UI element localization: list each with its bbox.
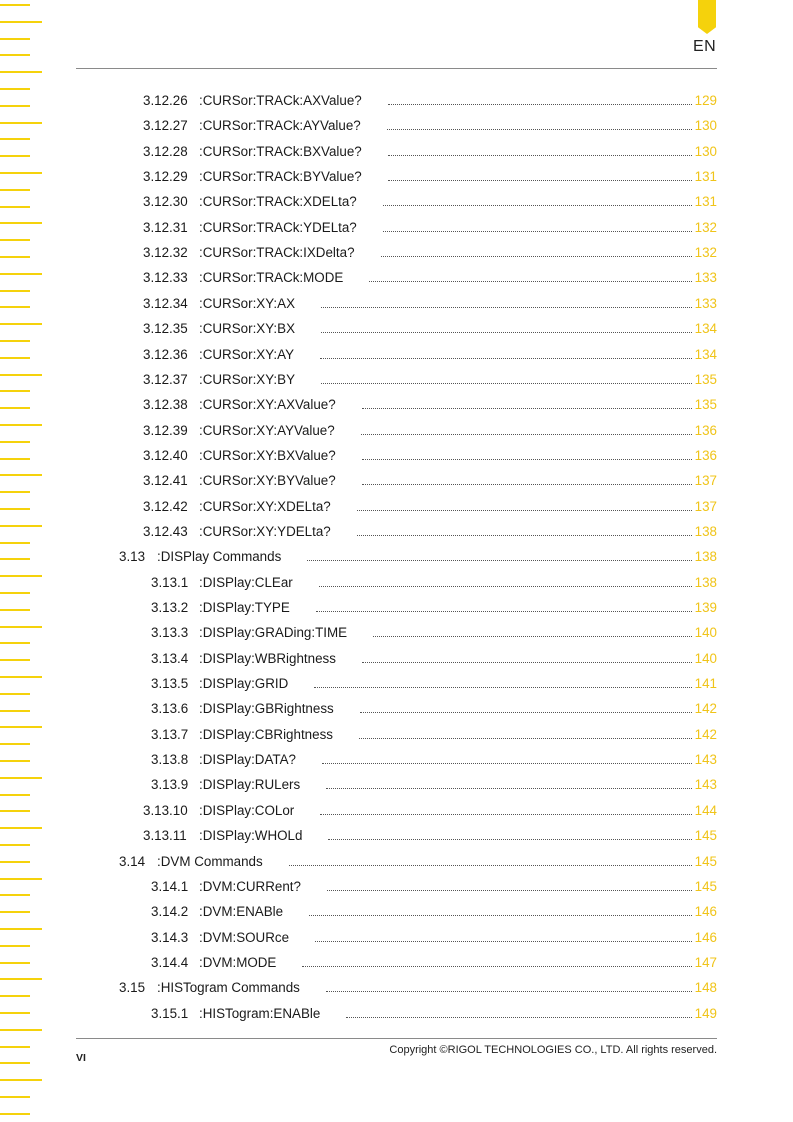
toc-entry-page[interactable]: 142: [694, 726, 717, 742]
toc-dot-leader: [326, 991, 692, 992]
toc-entry-title[interactable]: :CURSor:XY:BYValue?: [199, 473, 336, 489]
toc-dot-leader: [309, 915, 692, 916]
toc-dot-leader: [319, 586, 692, 587]
toc-entry-title[interactable]: :DISPlay:CLEar: [199, 574, 293, 590]
toc-entry[interactable]: [0, 265, 793, 290]
toc-entry[interactable]: [0, 367, 793, 392]
toc-dot-leader: [320, 814, 692, 815]
toc-entry-title[interactable]: :DISPlay:COLor: [199, 802, 295, 818]
toc-entry[interactable]: [0, 240, 793, 265]
toc-entry[interactable]: [0, 874, 793, 899]
toc-dot-leader: [369, 281, 692, 282]
toc-entry-page[interactable]: 141: [694, 676, 717, 692]
toc-dot-leader: [362, 662, 692, 663]
toc-entry[interactable]: [0, 696, 793, 721]
toc-entry-page[interactable]: 131: [694, 194, 717, 210]
toc-dot-leader: [361, 434, 692, 435]
toc-entry-number: 3.13.4: [151, 650, 189, 666]
toc-dot-leader: [383, 205, 692, 206]
toc-entry-title[interactable]: :DVM:SOURce: [199, 929, 290, 945]
toc-entry[interactable]: [0, 88, 793, 113]
toc-entry-number: 3.12.36: [143, 346, 188, 362]
toc-entry-title[interactable]: :HISTogram:ENABle: [199, 1005, 321, 1021]
toc-entry-page[interactable]: 137: [694, 473, 717, 489]
toc-entry-page[interactable]: 134: [694, 321, 717, 337]
toc-entry-number: 3.12.32: [143, 245, 188, 261]
toc-dot-leader: [302, 966, 692, 967]
toc-entry-title[interactable]: :DISPlay:GRADing:TIME: [199, 625, 348, 641]
toc-entry[interactable]: [0, 494, 793, 519]
toc-dot-leader: [314, 687, 692, 688]
toc-entry-number: 3.13: [119, 549, 146, 565]
toc-dot-leader: [346, 1017, 692, 1018]
toc-entry-title[interactable]: :DVM Commands: [157, 853, 263, 869]
toc-entry-page[interactable]: 135: [694, 397, 717, 413]
toc-entry[interactable]: [0, 418, 793, 443]
toc-entry-number: 3.13.2: [151, 600, 189, 615]
toc-entry-title[interactable]: :CURSor:XY:BX: [199, 321, 295, 337]
toc-entry-title[interactable]: :DISPlay:GBRightness: [199, 701, 334, 717]
toc-entry[interactable]: [0, 392, 793, 417]
toc-entry-page[interactable]: 147: [694, 954, 717, 970]
toc-entry-number: 3.12.27: [143, 118, 188, 134]
toc-entry-title[interactable]: :DISPlay:DATA?: [199, 752, 296, 768]
toc-entry-number: 3.12.31: [143, 219, 188, 235]
toc-entry-page[interactable]: 143: [694, 752, 717, 768]
toc-entry[interactable]: [0, 443, 793, 468]
toc-entry[interactable]: [0, 722, 793, 747]
footer-copyright: Copyright ©RIGOL TECHNOLOGIES CO., LTD. All rights reserved.: [389, 1044, 717, 1056]
toc-entry[interactable]: [0, 671, 793, 696]
toc-entry-number: 3.12.35: [143, 321, 188, 337]
toc-entry[interactable]: [0, 747, 793, 772]
toc-entry-number: 3.14.3: [151, 929, 189, 945]
toc-entry-page[interactable]: 129: [694, 93, 717, 108]
toc-entry-page[interactable]: 133: [694, 270, 717, 286]
toc-entry[interactable]: [0, 798, 793, 823]
toc-entry-page[interactable]: 146: [694, 904, 717, 920]
toc-dot-leader: [316, 611, 692, 612]
toc-dot-leader: [321, 383, 692, 384]
toc-entry[interactable]: [0, 468, 793, 493]
toc-entry[interactable]: [0, 316, 793, 341]
toc-entry-number: 3.13.5: [151, 676, 189, 692]
toc-entry-page[interactable]: 131: [694, 169, 717, 185]
toc-entry-number: 3.14: [119, 853, 146, 869]
toc-entry[interactable]: [0, 823, 793, 848]
toc-entry[interactable]: [0, 595, 793, 620]
footer-rule: [76, 1038, 717, 1039]
toc-entry-page[interactable]: 132: [694, 245, 717, 261]
toc-entry-page[interactable]: 146: [694, 929, 717, 945]
toc-entry-title[interactable]: :CURSor:XY:XDELta?: [199, 498, 331, 514]
toc-entry-title[interactable]: :CURSor:XY:BY: [199, 371, 295, 387]
toc-entry[interactable]: [0, 899, 793, 924]
toc-dot-leader: [328, 839, 692, 840]
toc-entry[interactable]: [0, 189, 793, 214]
toc-entry-number: 3.12.33: [143, 270, 188, 286]
toc-entry-title[interactable]: :CURSor:TRACk:BXValue?: [199, 143, 362, 159]
toc-entry[interactable]: [0, 950, 793, 975]
toc-entry-title[interactable]: :DISPlay:TYPE: [199, 600, 290, 615]
toc-entry-page[interactable]: 137: [694, 498, 717, 514]
toc-entry-page[interactable]: 135: [694, 371, 717, 387]
toc-entry-number: 3.13.10: [143, 802, 188, 818]
toc-entry-page[interactable]: 138: [694, 549, 717, 565]
toc-entry-number: 3.13.6: [151, 701, 189, 717]
toc-entry-number: 3.14.2: [151, 904, 189, 920]
toc-dot-leader: [362, 484, 692, 485]
toc-entry-title[interactable]: :CURSor:TRACk:BYValue?: [199, 169, 362, 185]
toc-entry-title[interactable]: :CURSor:XY:AY: [199, 346, 295, 362]
toc-entry-title[interactable]: :CURSor:TRACk:AYValue?: [199, 118, 361, 134]
toc-entry-number: 3.14.1: [151, 878, 189, 894]
toc-entry-page[interactable]: 136: [694, 447, 717, 463]
toc-entry-number: 3.12.38: [143, 397, 188, 413]
toc-entry-title[interactable]: :CURSor:TRACk:YDELta?: [199, 219, 357, 235]
toc-dot-leader: [327, 890, 692, 891]
toc-entry-title[interactable]: :DISPlay Commands: [157, 549, 282, 565]
toc-entry-title[interactable]: :HISTogram Commands: [157, 980, 300, 996]
toc-entry-title[interactable]: :CURSor:TRACk:MODE: [199, 270, 344, 286]
toc-dot-leader: [315, 941, 692, 942]
toc-entry-title[interactable]: :CURSor:TRACk:XDELta?: [199, 194, 357, 210]
toc-entry-page[interactable]: 136: [694, 422, 717, 438]
toc-entry-number: 3.13.7: [151, 726, 189, 742]
toc-entry[interactable]: [0, 544, 793, 569]
toc-entry-title[interactable]: :DVM:ENABle: [199, 904, 284, 920]
toc-entry-title[interactable]: :DISPlay:RULers: [199, 777, 301, 793]
toc-entry-number: 3.12.39: [143, 422, 188, 438]
toc-entry[interactable]: [0, 772, 793, 797]
toc-entry-number: 3.12.43: [143, 523, 188, 539]
toc-entry-title[interactable]: :CURSor:TRACk:AXValue?: [199, 93, 362, 108]
toc-entry-number: 3.15: [119, 980, 146, 996]
toc-entry-number: 3.12.41: [143, 473, 188, 489]
toc-entry[interactable]: [0, 570, 793, 595]
toc-entry-number: 3.13.3: [151, 625, 189, 641]
toc-entry[interactable]: [0, 291, 793, 316]
toc-entry-number: 3.14.4: [151, 954, 189, 970]
toc-entry-title[interactable]: :DISPlay:CBRightness: [199, 726, 333, 742]
toc-entry-page[interactable]: 145: [694, 853, 717, 869]
toc-dot-leader: [360, 712, 692, 713]
toc-entry-title[interactable]: :DVM:CURRent?: [199, 878, 301, 894]
toc-dot-leader: [373, 636, 692, 637]
toc-entry-page[interactable]: 134: [694, 346, 717, 362]
toc-entry-title[interactable]: :DISPlay:GRID: [199, 676, 289, 692]
header-rule: [76, 68, 717, 69]
toc-entry-number: 3.12.40: [143, 447, 188, 463]
toc-dot-leader: [326, 788, 692, 789]
toc-entry[interactable]: [0, 849, 793, 874]
toc-dot-leader: [388, 155, 692, 156]
toc-dot-leader: [357, 535, 692, 536]
toc-entry-number: 3.12.29: [143, 169, 188, 185]
toc-entry[interactable]: [0, 1001, 793, 1026]
toc-entry-page[interactable]: 132: [694, 219, 717, 235]
toc-dot-leader: [321, 332, 692, 333]
toc-entry-page[interactable]: 149: [694, 1005, 717, 1021]
toc-dot-leader: [322, 763, 692, 764]
toc-entry-number: 3.12.42: [143, 498, 188, 514]
toc-entry-title[interactable]: :CURSor:TRACk:IXDelta?: [199, 245, 355, 261]
toc-entry-number: 3.12.28: [143, 143, 188, 159]
toc-entry-page[interactable]: 138: [694, 574, 717, 590]
toc-entry[interactable]: [0, 164, 793, 189]
toc-entry-page[interactable]: 142: [694, 701, 717, 717]
toc-entry-number: 3.13.11: [143, 828, 187, 844]
toc-entry-title[interactable]: :CURSor:XY:AXValue?: [199, 397, 336, 413]
toc-entry[interactable]: [0, 215, 793, 240]
toc-entry-number: 3.12.30: [143, 194, 188, 210]
toc-entry-title[interactable]: :DISPlay:WHOLd: [199, 828, 303, 844]
toc-entry[interactable]: [0, 975, 793, 1000]
toc-entry-title[interactable]: :DVM:MODE: [199, 954, 277, 970]
toc-entry-number: 3.12.34: [143, 295, 188, 311]
toc-entry[interactable]: [0, 646, 793, 671]
toc-entry-page[interactable]: 138: [694, 523, 717, 539]
toc-entry-page[interactable]: 130: [694, 143, 717, 159]
footer-page-number: VI: [76, 1052, 86, 1064]
toc-entry-page[interactable]: 145: [694, 878, 717, 894]
toc-entry-number: 3.13.1: [151, 574, 189, 590]
language-tab-marker: [698, 0, 716, 34]
toc-entry-page[interactable]: 140: [694, 625, 717, 641]
toc-entry-title[interactable]: :CURSor:XY:AYValue?: [199, 422, 335, 438]
toc-entry[interactable]: [0, 925, 793, 950]
toc-dot-leader: [357, 510, 692, 511]
toc-entry-page[interactable]: 144: [694, 802, 717, 818]
toc-dot-leader: [362, 408, 692, 409]
language-tab-label: EN: [693, 38, 717, 55]
toc-dot-leader: [320, 358, 692, 359]
toc-entry[interactable]: [0, 620, 793, 645]
toc-entry-page[interactable]: 139: [694, 600, 717, 615]
toc-entry-page[interactable]: 148: [694, 980, 717, 996]
toc-dot-leader: [387, 129, 692, 130]
toc-entry[interactable]: [0, 519, 793, 544]
toc-entry-title[interactable]: :CURSor:XY:AX: [199, 295, 295, 311]
toc-dot-leader: [359, 738, 692, 739]
toc-dot-leader: [388, 104, 692, 105]
toc-dot-leader: [383, 231, 692, 232]
toc-entry[interactable]: [0, 342, 793, 367]
toc-entry-number: 3.12.37: [143, 371, 188, 387]
toc-entry-page[interactable]: 130: [694, 118, 717, 134]
toc-entry-page[interactable]: 140: [694, 650, 717, 666]
toc-entry-page[interactable]: 143: [694, 777, 717, 793]
toc-entry-page[interactable]: 133: [694, 295, 717, 311]
toc-dot-leader: [381, 256, 692, 257]
toc-entry-number: 3.13.9: [151, 777, 189, 793]
toc-entry-title[interactable]: :CURSor:XY:BXValue?: [199, 447, 336, 463]
toc-entry[interactable]: [0, 113, 793, 138]
toc-entry-number: 3.12.26: [143, 93, 188, 108]
toc-dot-leader: [307, 560, 692, 561]
toc-dot-leader: [362, 459, 692, 460]
toc-entry[interactable]: [0, 139, 793, 164]
toc-entry-number: 3.13.8: [151, 752, 189, 768]
toc-entry-title[interactable]: :DISPlay:WBRightness: [199, 650, 336, 666]
toc-dot-leader: [321, 307, 692, 308]
toc-dot-leader: [289, 865, 692, 866]
toc-entry-page[interactable]: 145: [694, 828, 717, 844]
toc-dot-leader: [388, 180, 692, 181]
toc-entry-title[interactable]: :CURSor:XY:YDELta?: [199, 523, 331, 539]
toc-entry-number: 3.15.1: [151, 1005, 189, 1021]
